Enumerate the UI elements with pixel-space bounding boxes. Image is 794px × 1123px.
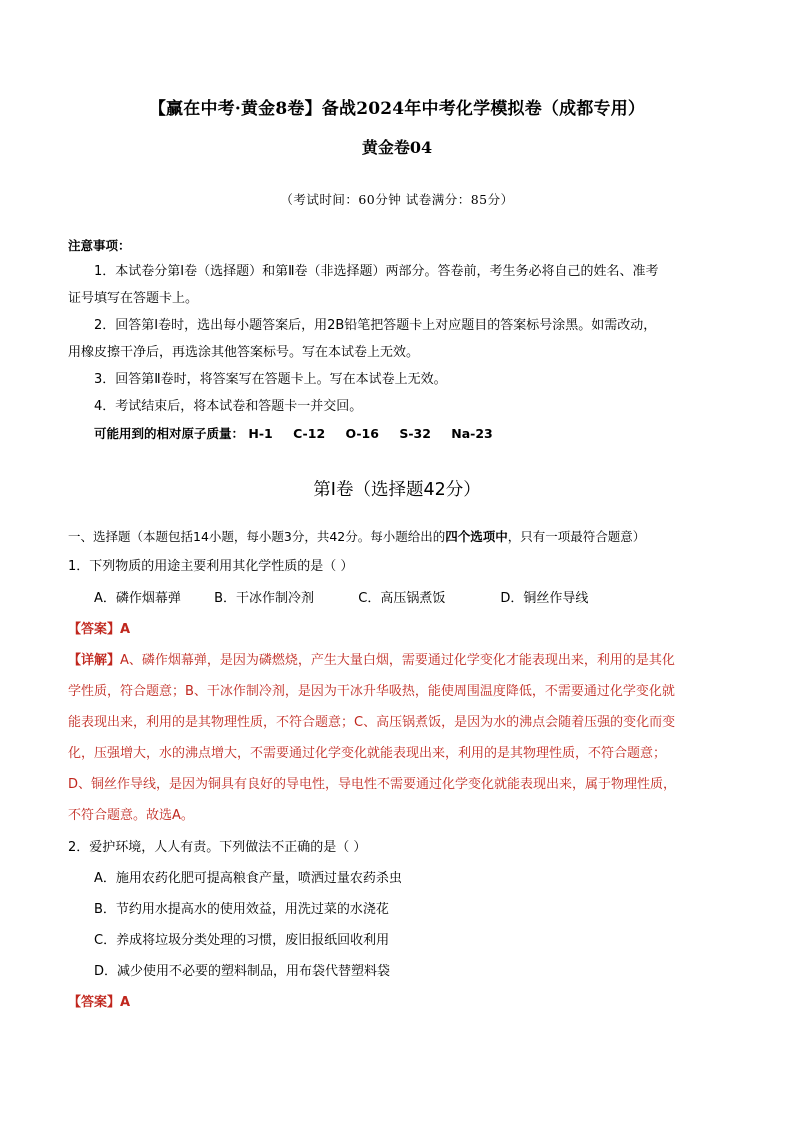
section-intro-a: 一、选择题（本题包括14小题，每小题3分，共42分。每小题给出的	[68, 529, 446, 544]
atomic-masses	[94, 424, 509, 442]
question-1-option-a: A．磷作烟幕弹	[94, 591, 181, 606]
question-2-option-a: A．施用农药化肥可提高粮食产量，喷洒过量农药杀虫	[94, 871, 402, 886]
notice-item-1	[68, 258, 730, 285]
question-1-detail	[68, 645, 732, 831]
section-intro-b: 四个选项中	[445, 529, 508, 544]
detail-line-5: D、铜丝作导线，是因为铜具有良好的导电性，导电性不需要通过化学变化就能表现出来，属于物理性质，	[68, 777, 677, 792]
question-1-option-d: D．铜丝作导线	[500, 591, 589, 606]
notice-item-2-line-2: 用橡皮擦干净后，再选涂其他答案标号。写在本试卷上无效。	[68, 345, 420, 360]
page-title: 【赢在中考·黄金8卷】备战2024年中考化学模拟卷（成都专用）	[148, 99, 646, 119]
question-1-option-c: C．高压锅煮饭	[358, 591, 446, 606]
notice-item-2-line-1: 2．回答第Ⅰ卷时，选出每小题答案后，用2B铅笔把答题卡上对应题目的答案标号涂黑。如需改动，	[94, 318, 657, 333]
notice-heading: 注意事项：	[68, 238, 131, 253]
detail-line-2: 学性质，符合题意；B、干冰作制冷剂，是因为干冰升华吸热，能使周围温度降低，不需要通过化学变化就	[68, 684, 675, 699]
atomic-mass-na: Na-23	[451, 426, 493, 441]
notice-item-1-line-2: 证号填写在答题卡上。	[68, 291, 199, 306]
question-2-option-c: C．养成将垃圾分类处理的习惯，废旧报纸回收利用	[94, 933, 390, 948]
section-intro-c: ，只有一项最符合题意）	[507, 529, 646, 544]
question-1-answer: 【答案】A	[68, 622, 131, 637]
notice-item-3	[68, 366, 730, 393]
question-1-stem: 1．下列物质的用途主要利用其化学性质的是（ ）	[68, 559, 354, 574]
section-title: 第Ⅰ卷（选择题42分）	[313, 480, 481, 500]
detail-tag: 【详解】	[68, 653, 121, 668]
question-1-option-b: B．干冰作制冷剂	[214, 591, 315, 606]
question-2-stem: 2．爱护环境，人人有责。下列做法不正确的是（ ）	[68, 840, 367, 855]
page-subtitle: 黄金卷04	[361, 138, 433, 157]
notice-item-4-text: 4．考试结束后，将本试卷和答题卡一并交回。	[94, 399, 363, 414]
atomic-mass-o: O-16	[345, 426, 379, 441]
notice-item-3-text: 3．回答第Ⅱ卷时，将答案写在答题卡上。写在本试卷上无效。	[94, 372, 447, 387]
atomic-masses-label: 可能用到的相对原子质量：	[94, 426, 245, 441]
detail-line-1	[68, 645, 732, 676]
notice-item-1-line-1: 1．本试卷分第Ⅰ卷（选择题）和第Ⅱ卷（非选择题）两部分。答卷前，考生务必将自己的姓名、准考	[94, 264, 659, 279]
question-2-option-d: D．减少使用不必要的塑料制品，用布袋代替塑料袋	[94, 964, 391, 979]
detail-line-4: 化，压强增大，水的沸点增大，不需要通过化学变化就能表现出来，利用的是其物理性质，不符合题意；	[68, 746, 667, 761]
question-1-options	[94, 587, 588, 606]
notice-item-1-cont	[68, 285, 730, 312]
detail-line-6: 不符合题意。故选A。	[68, 808, 194, 823]
notice-item-4	[68, 393, 730, 420]
detail-line-1-text: A、磷作烟幕弹，是因为磷燃烧，产生大量白烟，需要通过化学变化才能表现出来，利用的是其化	[120, 653, 675, 668]
question-2-option-b: B．节约用水提高水的使用效益，用洗过菜的水浇花	[94, 902, 389, 917]
atomic-mass-h: H-1	[248, 426, 273, 441]
notice-item-2	[68, 312, 730, 339]
section-intro	[68, 527, 645, 545]
exam-info: （考试时间：60分钟 试卷满分：85分）	[280, 192, 514, 207]
notice-item-2-cont	[68, 339, 730, 366]
detail-line-3: 能表现出来，利用的是其物理性质，不符合题意；C、高压锅煮饭，是因为水的沸点会随着压强的变化而变	[68, 715, 676, 730]
atomic-mass-c: C-12	[293, 426, 326, 441]
atomic-mass-s: S-32	[399, 426, 431, 441]
question-2-answer: 【答案】A	[68, 995, 131, 1010]
